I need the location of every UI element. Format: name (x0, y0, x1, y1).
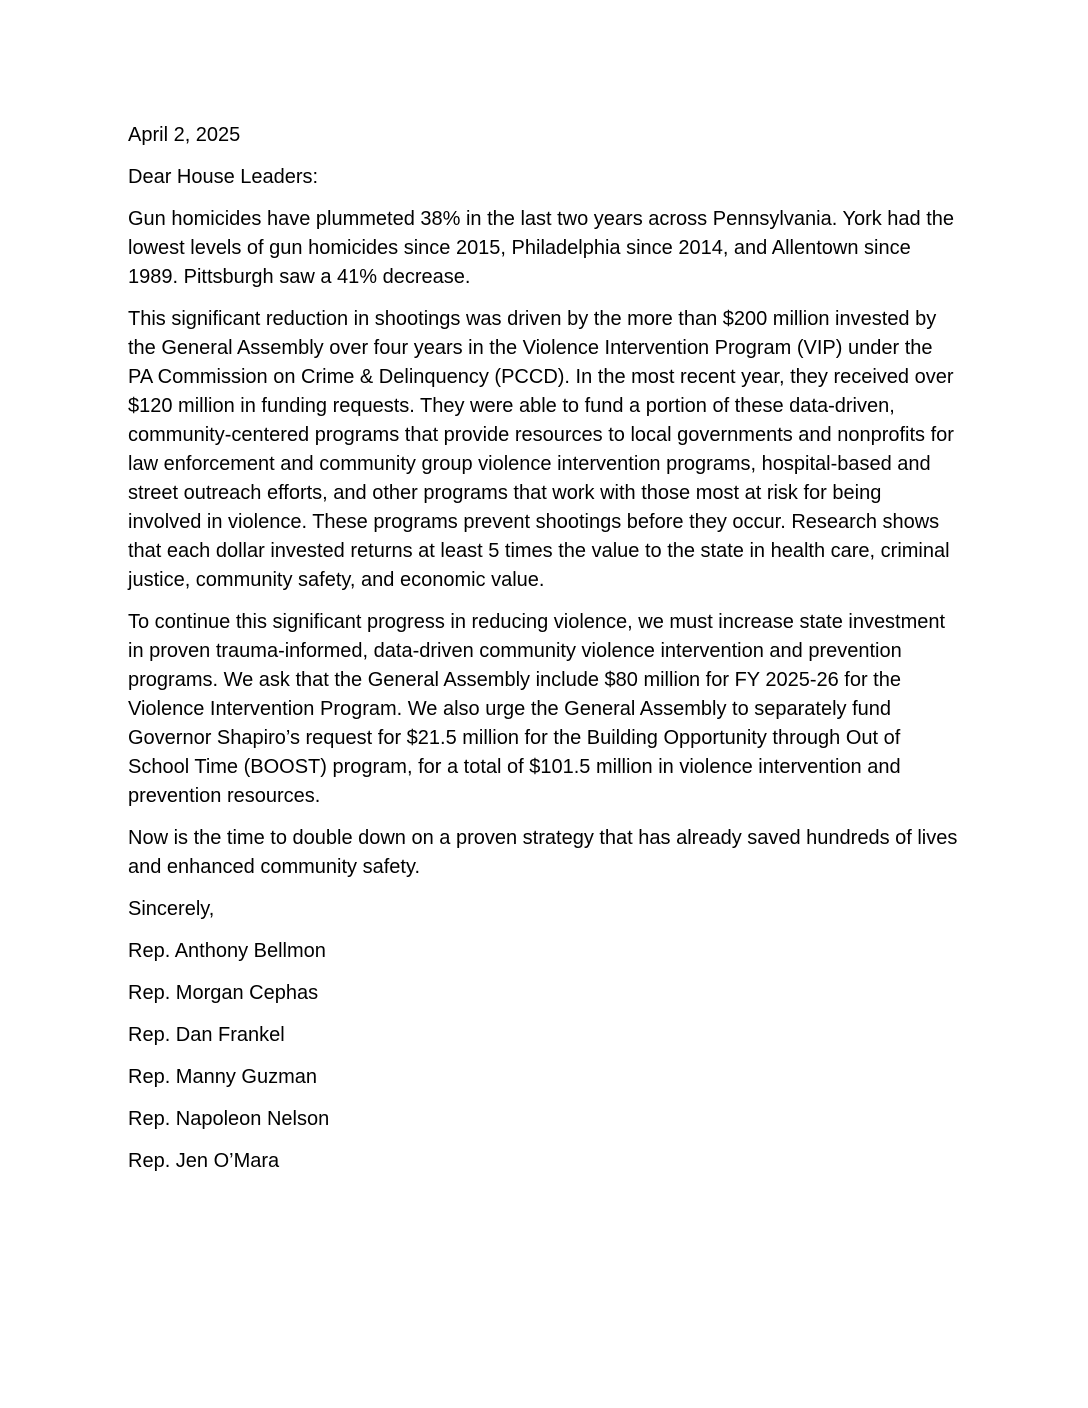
signature-line-6: Rep. Jen O’Mara (128, 1150, 280, 1172)
signature-line-1: Rep. Anthony Bellmon (128, 940, 326, 962)
letter-paragraph-4: Now is the time to double down on a proven strategy that has already saved hundreds of lives and enhanced community safety. (128, 827, 958, 878)
signature-line-3: Rep. Dan Frankel (128, 1024, 285, 1046)
letter-paragraph-1: Gun homicides have plummeted 38% in the last two years across Pennsylvania. York had the lowest levels of gun homicides since 2015, Philadelphia since 2014, and Allentown since 1989. Pittsburgh saw a 41% decrease. (128, 208, 955, 288)
signature-line-5: Rep. Napoleon Nelson (128, 1108, 330, 1130)
letter-salutation: Dear House Leaders: (128, 166, 319, 188)
signature-line-2: Rep. Morgan Cephas (128, 982, 319, 1004)
signature-line-4: Rep. Manny Guzman (128, 1066, 317, 1088)
letter-closing: Sincerely, (128, 898, 215, 920)
letter-date: April 2, 2025 (128, 124, 241, 146)
letter-paragraph-3: To continue this significant progress in reducing violence, we must increase state investment in proven trauma-informed, data-driven community violence intervention and prevention programs. We ask that the General Assembly include $80 million for FY 2025-26 for the Violence Intervention Program. We also urge the General Assembly to separately fund Governor Shapiro’s request for $21.5 million for the Building Opportunity through Out of School Time (BOOST) program, for a total of $101.5 million in violence intervention and prevention resources. (128, 611, 946, 807)
letter-paragraph-2: This significant reduction in shootings was driven by the more than $200 million invested by the General Assembly over four years in the Violence Intervention Program (VIP) under the PA Commission on Crime & Delinquency (PCCD). In the most recent year, they received over $120 million in funding requests. They were able to fund a portion of these data-driven, community-centered programs that provide resources to local governments and nonprofits for law enforcement and community group violence intervention programs, hospital-based and street outreach efforts, and other programs that work with those most at risk for being involved in violence. These programs prevent shootings before they occur. Research shows that each dollar invested returns at least 5 times the value to the state in health care, criminal justice, community safety, and economic value. (128, 308, 954, 591)
